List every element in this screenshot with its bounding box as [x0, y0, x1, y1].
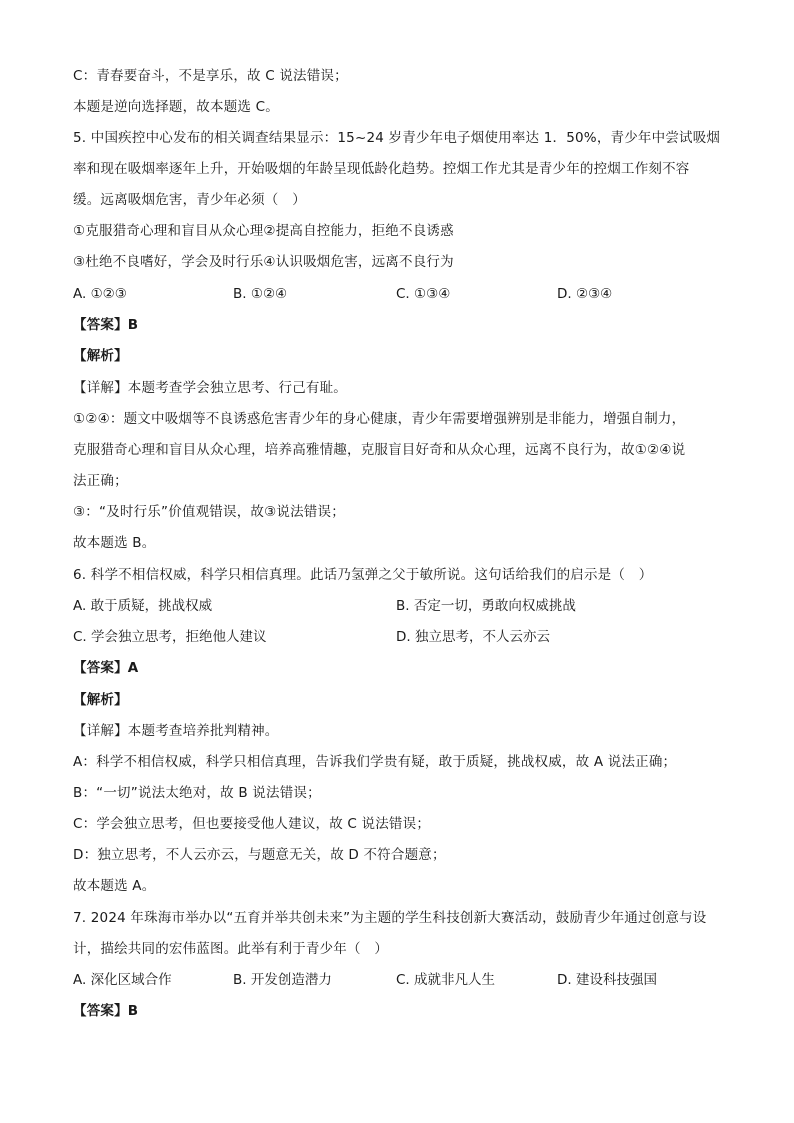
q6-explanation: C：学会独立思考，但也要接受他人建议，故 C 说法错误； [73, 816, 431, 832]
question-7-stem: 7. 2024 年珠海市举办以“五育并举共创未来”为主题的学生科技创新大赛活动，鼓励青少年通过创意与设 [73, 910, 707, 926]
q6-answer: 【答案】A [73, 660, 139, 676]
q5-explanation: ③：“及时行乐”价值观错误，故③说法错误； [73, 504, 345, 520]
q5-explanation: 法正确； [73, 473, 128, 489]
q5-analysis-label: 【解析】 [73, 348, 128, 364]
q5-explanation: ①②④：题文中吸烟等不良诱惑危害青少年的身心健康，青少年需要增强辨别是非能力，增强自制力， [73, 411, 686, 427]
q5-detail: 【详解】本题考查学会独立思考、行己有耻。 [73, 380, 347, 396]
q6-explanation: A：科学不相信权威，科学只相信真理，告诉我们学贵有疑，敢于质疑，挑战权威，故 A 说法正确； [73, 754, 677, 770]
question-6-stem: 6. 科学不相信权威，科学只相信真理。此话乃氢弹之父于敏所说。这句话给我们的启示是（ ） [73, 567, 653, 583]
q5-option-a: A. ①②③ [73, 286, 127, 302]
text-line: 本题是逆向选择题，故本题选 C。 [73, 99, 279, 115]
q7-option-a: A. 深化区域合作 [73, 972, 172, 988]
q7-option-d: D. 建设科技强国 [557, 972, 657, 988]
q5-answer: 【答案】B [73, 317, 139, 333]
text-line: C：青春要奋斗，不是享乐，故 C 说法错误； [73, 68, 348, 84]
q6-explanation: D：独立思考，不人云亦云，与题意无关，故 D 不符合题意； [73, 847, 446, 863]
question-5-stem: 5. 中国疾控中心发布的相关调查结果显示：15~24 岁青少年电子烟使用率达 1．50%，青少年中尝试吸烟 [73, 130, 721, 146]
question-7-stem: 计，描绘共同的宏伟蓝图。此举有利于青少年（ ） [73, 941, 389, 957]
question-5-stem: 缓。远离吸烟危害，青少年必须（ ） [73, 192, 306, 208]
q6-option-c: C. 学会独立思考，拒绝他人建议 [73, 629, 267, 645]
q5-explanation: 克服猎奇心理和盲目从众心理，培养高雅情趣，克服盲目好奇和从众心理，远离不良行为，故①②④说 [73, 442, 686, 458]
q7-option-c: C. 成就非凡人生 [396, 972, 496, 988]
question-5-statement: ③杜绝不良嗜好，学会及时行乐④认识吸烟危害，远离不良行为 [73, 254, 454, 270]
q6-option-a: A. 敢于质疑，挑战权威 [73, 598, 213, 614]
q6-explanation: 故本题选 A。 [73, 878, 156, 894]
q7-option-b: B. 开发创造潜力 [233, 972, 332, 988]
q6-detail: 【详解】本题考查培养批判精神。 [73, 723, 279, 739]
q7-answer: 【答案】B [73, 1003, 139, 1019]
q6-analysis-label: 【解析】 [73, 692, 128, 708]
question-5-stem: 率和现在吸烟率逐年上升，开始吸烟的年龄呈现低龄化趋势。控烟工作尤其是青少年的控烟工作刻不容 [73, 161, 690, 177]
q5-explanation: 故本题选 B。 [73, 535, 156, 551]
q6-option-b: B. 否定一切，勇敢向权威挑战 [396, 598, 576, 614]
q5-option-d: D. ②③④ [557, 286, 613, 302]
q6-option-d: D. 独立思考，不人云亦云 [396, 629, 550, 645]
q5-option-b: B. ①②④ [233, 286, 288, 302]
question-5-statement: ①克服猎奇心理和盲目从众心理②提高自控能力，拒绝不良诱惑 [73, 223, 454, 239]
q5-option-c: C. ①③④ [396, 286, 451, 302]
q6-explanation: B：“一切”说法太绝对，故 B 说法错误； [73, 785, 321, 801]
